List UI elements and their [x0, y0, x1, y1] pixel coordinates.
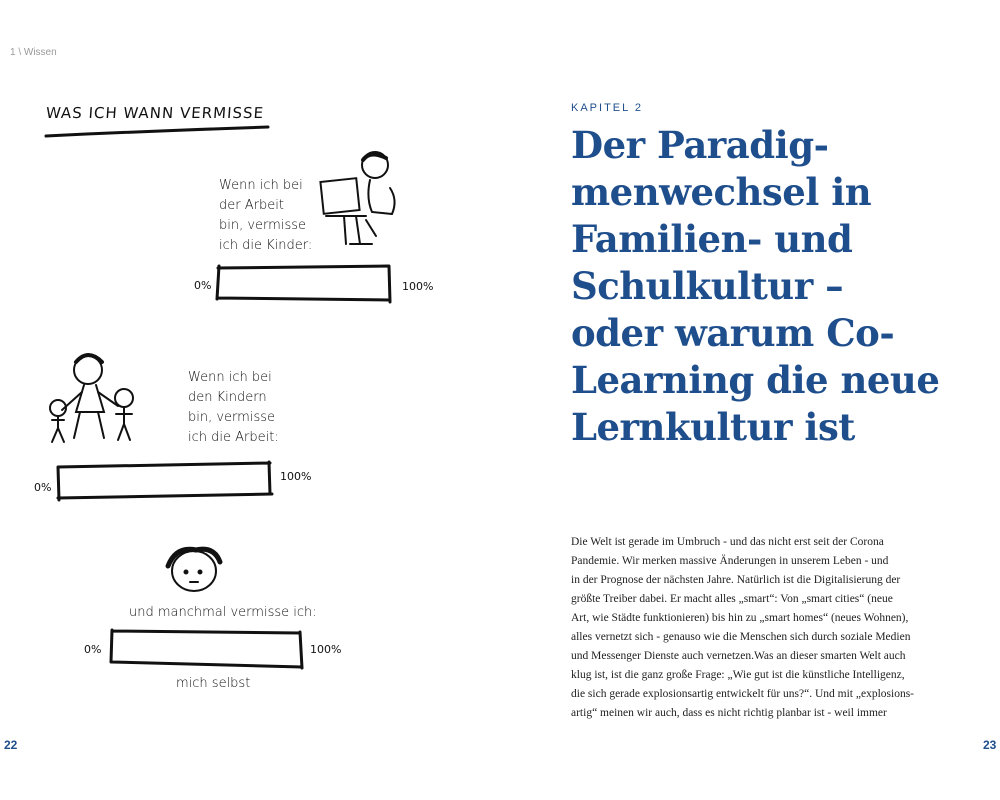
- page-number-right: 23: [983, 738, 997, 752]
- body-line: Pandemie. Wir merken massive Änderungen in unserem Leben - und: [571, 555, 889, 567]
- body-line: die sich gerade explosionsartig entwickelt für uns?“. Und mit „explosions-: [571, 688, 914, 700]
- panel-2-max-label: 100%: [280, 470, 312, 483]
- headline-line: oder warum Co-: [571, 311, 895, 355]
- body-line: in der Prognose der nächsten Jahre. Natürlich ist die Digitalisierung der: [571, 574, 901, 586]
- page-number-left: 22: [4, 738, 18, 752]
- running-head: 1 \ Wissen: [10, 47, 57, 58]
- panel-1-max-label: 100%: [402, 280, 434, 293]
- panel-2-line: den Kindern: [188, 390, 267, 405]
- bar-1: [217, 266, 390, 302]
- bar-2: [58, 462, 272, 500]
- body-text: [571, 533, 981, 723]
- face-illustration: [168, 549, 220, 591]
- body-line: alles vernetzt sich - genauso wie die Menschen sich durch soziale Medien: [571, 631, 911, 643]
- body-line: Art, wie Städte funktionieren) bis hin zu „smart homes“ (neues Wohnen),: [571, 612, 909, 624]
- panel-2-line: ich die Arbeit:: [188, 430, 279, 445]
- title-underline: [46, 127, 268, 136]
- panel-1-line: ich die Kinder:: [219, 238, 313, 253]
- panel-3-min-label: 0%: [84, 643, 102, 656]
- panel-3-line: und manchmal vermisse ich:: [129, 605, 317, 620]
- body-line: artig“ meinen wir auch, dass es nicht richtig planbar ist - weil immer: [571, 707, 887, 719]
- headline-line: Der Paradig-: [571, 123, 829, 167]
- panel-2-line: bin, vermisse: [188, 410, 275, 425]
- headline-line: Lernkultur ist: [571, 405, 855, 449]
- panel-2-text: [188, 368, 279, 448]
- panel-3-text: [129, 603, 317, 623]
- panel-1-text: [219, 176, 312, 256]
- panel-1-min-label: 0%: [194, 279, 212, 292]
- sketch-title: WAS ICH WANN VERMISSE: [45, 104, 265, 122]
- body-line: größte Treiber dabei. Er macht alles „smart“: Von „smart cities“ (neue: [571, 593, 893, 605]
- panel-3-caption: mich selbst: [176, 676, 251, 691]
- body-line: Die Welt ist gerade im Umbruch - und das nicht erst seit der Corona: [571, 536, 884, 548]
- headline-line: Learning die neue: [571, 358, 940, 402]
- headline-line: Schulkultur –: [571, 264, 844, 308]
- panel-3-max-label: 100%: [310, 643, 342, 656]
- chapter-headline: [571, 122, 981, 451]
- panel-2-min-label: 0%: [34, 481, 52, 494]
- family-illustration: [50, 355, 133, 442]
- panel-1-line: der Arbeit: [219, 198, 284, 213]
- panel-1-line: Wenn ich bei: [219, 178, 303, 193]
- panel-2-line: Wenn ich bei: [188, 370, 272, 385]
- headline-line: Familien- und: [571, 217, 853, 261]
- panel-1-line: bin, vermisse: [219, 218, 306, 233]
- headline-line: menwechsel in: [571, 170, 872, 214]
- body-line: und Messenger Dienste auch vernetzen.Was an dieser smarten Welt auch: [571, 650, 906, 662]
- chapter-label: KAPITEL 2: [571, 102, 644, 114]
- person-at-laptop-illustration: [320, 152, 394, 244]
- body-line: klug ist, ist die ganz große Frage: „Wie gut ist die künstliche Intelligenz,: [571, 669, 905, 681]
- bar-3: [111, 630, 302, 668]
